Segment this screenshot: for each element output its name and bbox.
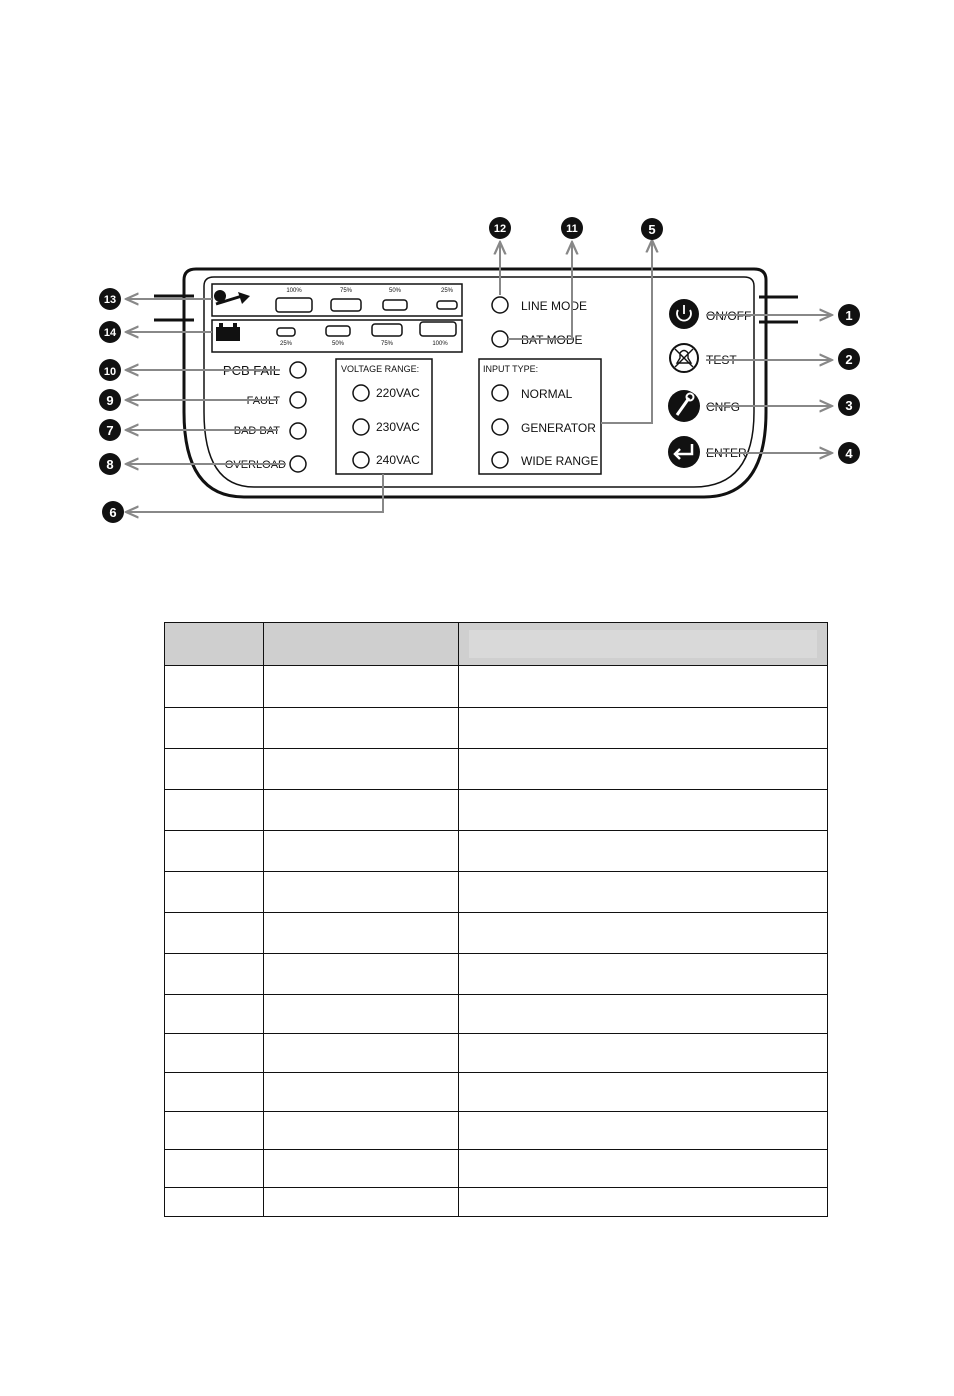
on-off-button[interactable] — [669, 299, 699, 329]
cell-description — [459, 954, 828, 995]
cell-name — [264, 1150, 459, 1188]
overload-led — [290, 456, 306, 472]
voltage-230-led — [353, 419, 369, 435]
cell-number — [165, 1188, 264, 1217]
cell-name — [264, 749, 459, 790]
enter-label: ENTER — [706, 446, 747, 460]
leader-6 — [126, 474, 383, 512]
callout-1 — [838, 304, 860, 326]
callout-2-num: 2 — [845, 352, 853, 367]
battery-segment-100 — [420, 322, 456, 336]
cell-name — [264, 1034, 459, 1073]
callout-8 — [99, 453, 121, 475]
table-row — [165, 790, 828, 831]
input-normal-led — [492, 385, 508, 401]
cell-description — [459, 913, 828, 954]
table-row — [165, 995, 828, 1034]
test-label: TEST — [706, 353, 737, 367]
header-cell-number — [165, 623, 264, 666]
fault-label: FAULT — [246, 395, 280, 407]
cell-number — [165, 666, 264, 708]
cell-name — [264, 913, 459, 954]
bad-bat-led — [290, 423, 306, 439]
table-row — [165, 666, 828, 708]
input-generator-label: GENERATOR — [521, 421, 596, 435]
table-row — [165, 1150, 828, 1188]
cnfg-button[interactable] — [668, 390, 700, 422]
callout-11 — [561, 217, 583, 239]
cell-number — [165, 872, 264, 913]
input-generator-led — [492, 419, 508, 435]
battery-label-75: 75% — [380, 341, 394, 347]
on-off-label: ON/OFF — [706, 309, 752, 323]
cell-description — [459, 831, 828, 872]
callout-5 — [641, 218, 663, 240]
header-cell-description — [459, 623, 828, 666]
voltage-240-led — [353, 452, 369, 468]
table-header-row — [165, 623, 828, 666]
callout-11-num: 11 — [566, 223, 578, 235]
callout-5-num: 5 — [648, 222, 656, 237]
cell-name — [264, 872, 459, 913]
voltage-220-label: 220VAC — [376, 386, 420, 400]
cell-number — [165, 1073, 264, 1112]
voltage-range-title: VOLTAGE RANGE: — [341, 364, 420, 374]
cell-description — [459, 1034, 828, 1073]
table-row — [165, 1112, 828, 1150]
load-segment-75 — [331, 299, 361, 311]
callout-13-num: 13 — [103, 294, 117, 306]
cell-name — [264, 708, 459, 749]
panel-svg — [94, 212, 864, 527]
cell-description — [459, 708, 828, 749]
cell-number — [165, 954, 264, 995]
legend-table-body — [165, 666, 828, 1217]
callout-3-num: 3 — [845, 398, 853, 413]
battery-icon — [216, 323, 240, 341]
cell-description — [459, 1112, 828, 1150]
header-cell-name — [264, 623, 459, 666]
table-row — [165, 913, 828, 954]
callout-10 — [99, 359, 121, 381]
cell-number — [165, 913, 264, 954]
callout-9-num: 9 — [106, 393, 114, 408]
line-mode-led — [492, 297, 508, 313]
battery-label-100: 100% — [432, 341, 448, 347]
table-row — [165, 1073, 828, 1112]
voltage-230-label: 230VAC — [376, 420, 420, 434]
pcb-fail-led — [290, 362, 306, 378]
battery-label-50: 50% — [331, 341, 345, 347]
callout-7 — [99, 419, 121, 441]
battery-segment-50 — [326, 326, 350, 336]
input-wide-range-led — [492, 452, 508, 468]
callout-1-num: 1 — [845, 308, 853, 323]
callout-6 — [102, 501, 124, 523]
cell-description — [459, 790, 828, 831]
cell-number — [165, 749, 264, 790]
callout-4-num: 4 — [845, 446, 853, 461]
leader-11 — [508, 242, 572, 339]
line-mode-label: LINE MODE — [521, 299, 588, 313]
cell-description — [459, 872, 828, 913]
bad-bat-label: BAD BAT — [233, 425, 280, 437]
callout-2 — [838, 348, 860, 370]
callout-3 — [838, 394, 860, 416]
cell-number — [165, 1112, 264, 1150]
callout-7-num: 7 — [106, 423, 114, 438]
enter-button[interactable] — [668, 436, 700, 468]
callout-14-num: 14 — [103, 327, 117, 339]
ups-front-panel-diagram — [94, 212, 864, 527]
cell-description — [459, 1150, 828, 1188]
voltage-240-label: 240VAC — [376, 453, 420, 467]
cell-name — [264, 666, 459, 708]
cell-number — [165, 1150, 264, 1188]
cell-name — [264, 1188, 459, 1217]
callout-12 — [489, 217, 511, 239]
load-segment-25 — [437, 301, 457, 309]
cell-name — [264, 1073, 459, 1112]
table-row — [165, 872, 828, 913]
fault-led — [290, 392, 306, 408]
callout-12-num: 12 — [493, 223, 507, 235]
cell-description — [459, 995, 828, 1034]
cell-description — [459, 1188, 828, 1217]
callout-13 — [99, 288, 121, 310]
bat-mode-label: BAT MODE — [521, 333, 583, 347]
cell-number — [165, 831, 264, 872]
load-icon — [214, 290, 250, 304]
callout-6-num: 6 — [109, 505, 117, 520]
callout-14 — [99, 321, 121, 343]
cell-name — [264, 995, 459, 1034]
load-label-50: 50% — [388, 288, 402, 294]
cnfg-label: CNFG — [706, 400, 740, 414]
table-row — [165, 1034, 828, 1073]
load-segment-50 — [383, 300, 407, 310]
cell-description — [459, 666, 828, 708]
table-row — [165, 749, 828, 790]
cell-number — [165, 995, 264, 1034]
cell-description — [459, 749, 828, 790]
cell-name — [264, 790, 459, 831]
test-button[interactable] — [670, 344, 698, 372]
callout-8-num: 8 — [106, 457, 114, 472]
battery-label-25: 25% — [279, 341, 293, 347]
pcb-fail-label: PCB FAIL — [222, 363, 280, 378]
cell-name — [264, 954, 459, 995]
callout-10-num: 10 — [103, 366, 117, 378]
bat-mode-led — [492, 331, 508, 347]
input-wide-range-label: WIDE RANGE — [521, 454, 599, 468]
cell-name — [264, 1112, 459, 1150]
input-type-title: INPUT TYPE: — [483, 364, 539, 374]
load-segment-100 — [276, 298, 312, 312]
cell-number — [165, 1034, 264, 1073]
input-normal-label: NORMAL — [521, 387, 573, 401]
table-row — [165, 708, 828, 749]
load-label-25: 25% — [440, 288, 454, 294]
cell-description — [459, 1073, 828, 1112]
leader-5 — [601, 240, 652, 423]
load-label-75: 75% — [339, 288, 353, 294]
cell-number — [165, 708, 264, 749]
overload-label: OVERLOAD — [224, 459, 286, 471]
table-row — [165, 1188, 828, 1217]
cell-name — [264, 831, 459, 872]
callout-4 — [838, 442, 860, 464]
table-row — [165, 831, 828, 872]
cell-number — [165, 790, 264, 831]
table-row — [165, 954, 828, 995]
callout-9 — [99, 389, 121, 411]
battery-segment-75 — [372, 324, 402, 336]
load-label-100: 100% — [286, 288, 302, 294]
battery-segment-25 — [277, 328, 295, 336]
legend-table — [164, 622, 828, 1217]
voltage-220-led — [353, 385, 369, 401]
